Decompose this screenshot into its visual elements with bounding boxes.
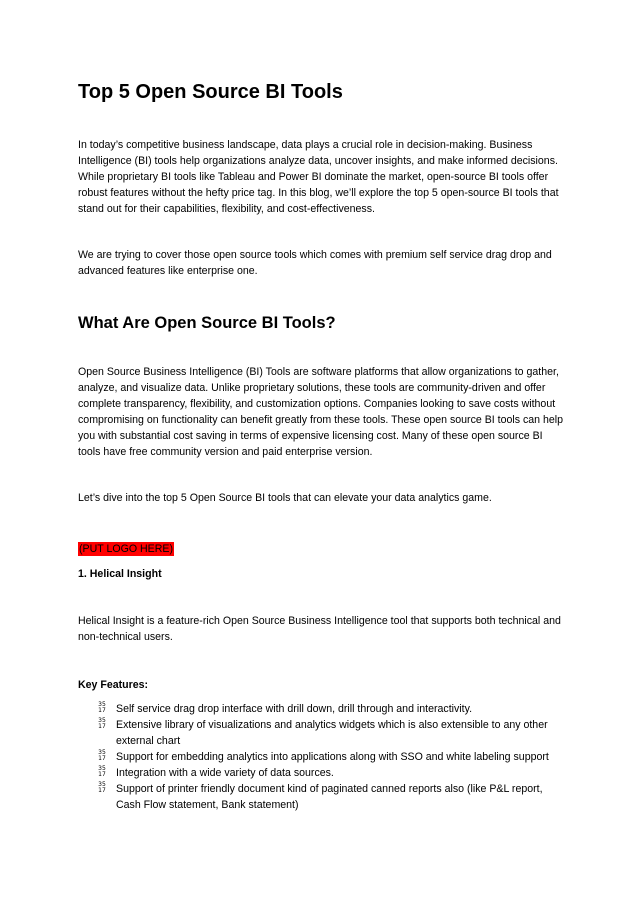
tool-heading: 1. Helical Insight [78, 568, 162, 580]
cover-paragraph: We are trying to cover those open source tools which comes with premium self service drag drop and advanced features like enterprise one. [78, 249, 552, 277]
feature-text: Support for embedding analytics into applications along with SSO and white labeling support [116, 751, 549, 763]
page-title: Top 5 Open Source BI Tools [78, 81, 343, 103]
feature-text: Self service drag drop interface with drill down, drill through and interactivity. [116, 703, 473, 715]
bullet-icon: 35 17 [98, 765, 106, 778]
list-item [78, 765, 564, 781]
feature-text: Integration with a wide variety of data sources. [116, 767, 334, 779]
definition-paragraph: Open Source Business Intelligence (BI) Tools are software platforms that allow organizations to gather, analyze, and visualize data. Unlike proprietary solutions, these tools are community-driven and offer complete transparency, flexibility, and customization options. Companies looking to save costs without compromising on functionality can benefit greatly from these tools. These open source BI tools can help you with substantial cost saving in terms of expensive licensing cost. Many of these open source BI tools have free community version and paid enterprise version. [78, 366, 564, 458]
tool-description: Helical Insight is a feature-rich Open Source Business Intelligence tool that supports both technical and non-technical users. [78, 615, 561, 643]
bullet-icon: 35 17 [98, 749, 106, 762]
list-item [78, 717, 564, 749]
dive-paragraph: Let’s dive into the top 5 Open Source BI tools that can elevate your data analytics game. [78, 492, 492, 504]
bullet-icon: 35 17 [98, 701, 106, 714]
logo-placeholder: (PUT LOGO HERE) [79, 543, 173, 555]
list-item [78, 781, 564, 813]
bullet-icon: 35 17 [98, 781, 106, 794]
key-features-label: Key Features: [78, 679, 149, 691]
feature-text: Extensive library of visualizations and analytics widgets which is also extensible to any other external chart [116, 719, 548, 747]
list-item [78, 749, 564, 765]
feature-text: Support of printer friendly document kind of paginated canned reports also (like P&L report, Cash Flow statement, Bank statement) [116, 783, 543, 811]
feature-list [78, 701, 564, 813]
list-item [78, 701, 564, 717]
intro-paragraph: In today’s competitive business landscape, data plays a crucial role in decision-making. Business Intelligence (BI) tools help organizations analyze data, uncover insights, and make informed decisions. While proprietary BI tools like Tableau and Power BI dominate the market, open-source BI tools offer robust features without the hefty price tag. In this blog, we’ll explore the top 5 open-source BI tools that stand out for their capabilities, flexibility, and cost-effectiveness. [78, 139, 559, 215]
section-heading: What Are Open Source BI Tools? [78, 314, 336, 332]
bullet-icon: 35 17 [98, 717, 106, 730]
